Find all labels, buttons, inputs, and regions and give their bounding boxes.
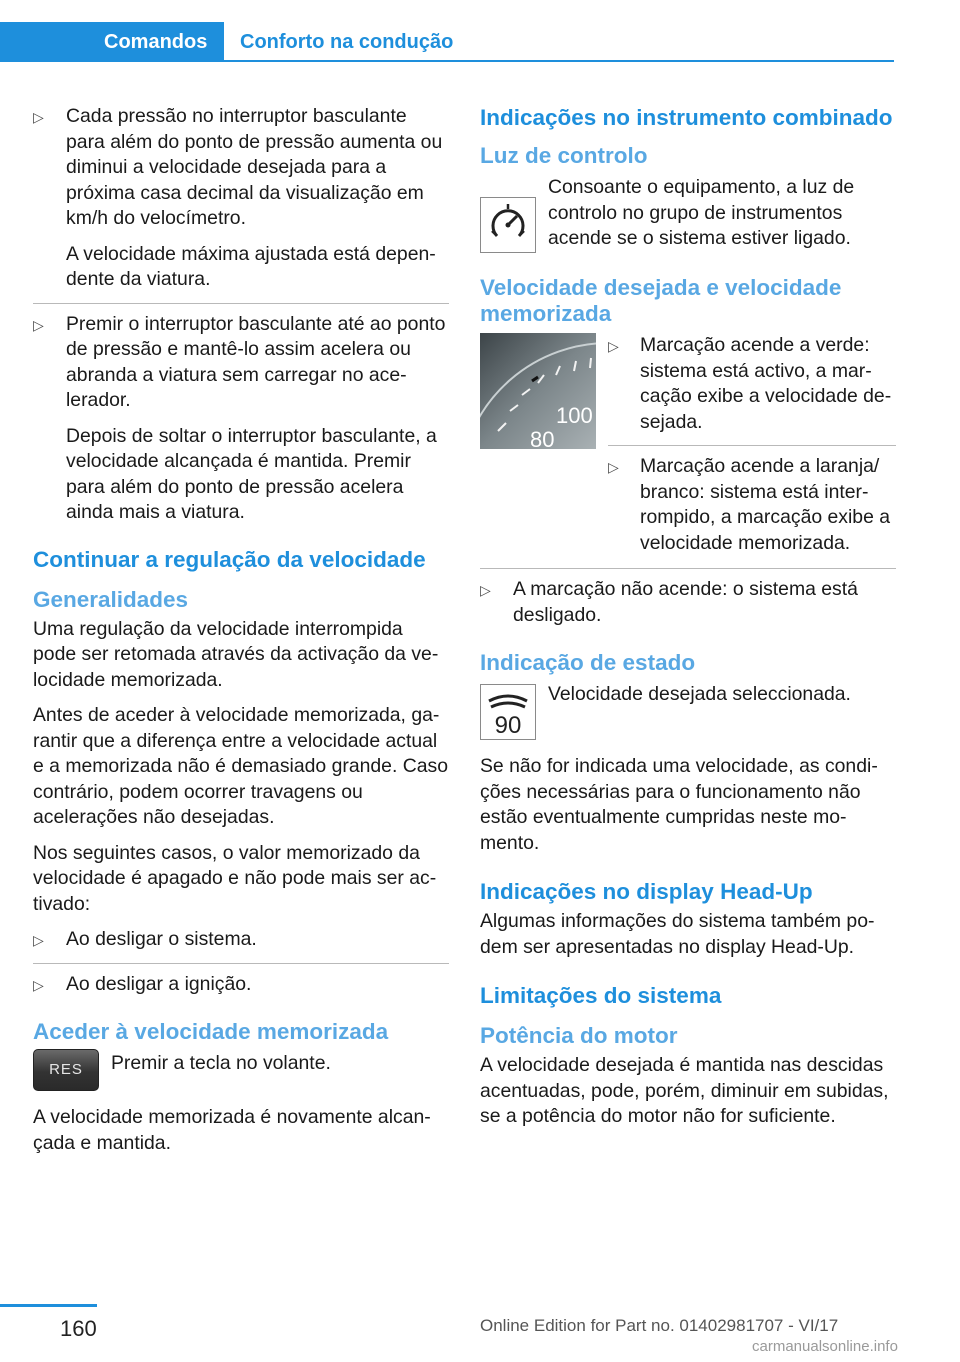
speed-marking-row: [480, 333, 896, 566]
page-number: 160: [60, 1316, 97, 1341]
left-column: [33, 104, 449, 1166]
triangle-bullet-icon: ▷: [33, 109, 44, 125]
header-divider: [224, 60, 894, 62]
paragraph: Nos seguintes casos, o valor memorizado da velocidade é apagado e não pode mais ser activado:: [33, 841, 437, 915]
subsection-heading: Velocidade desejada e velocidade memorizada: [480, 275, 842, 326]
tab-conforto-na-conducao[interactable]: Conforto na condução: [240, 31, 454, 53]
list-item: [33, 104, 449, 293]
instruction-text: Premir a tecla no volante.: [111, 1052, 331, 1074]
list-divider: [480, 568, 896, 569]
triangle-bullet-icon: ▷: [480, 582, 491, 598]
speedo-label-80: 80: [530, 427, 555, 449]
watermark: carmanualsonline.info: [752, 1338, 898, 1355]
edition-note: Online Edition for Part no. 01402981707 - VI/17: [480, 1316, 839, 1335]
desired-speed-value: 90: [494, 712, 522, 737]
section-heading: Indicações no instrumento combinado: [480, 105, 893, 130]
right-column: [480, 104, 896, 1140]
list-item: [608, 333, 896, 435]
footer-divider: [0, 1304, 97, 1307]
paragraph: Premir o interruptor basculante até ao ponto de pressão e mantê-lo assim acelera ou abranda a viatura sem carregar no acelerador.: [66, 312, 446, 411]
triangle-bullet-icon: ▷: [608, 338, 619, 354]
list-item: [33, 312, 449, 526]
speedo-label-100: 100: [556, 403, 593, 428]
section-heading: Indicações no display Head-Up: [480, 879, 813, 904]
list-item: [608, 454, 896, 556]
subsection-heading: Aceder à velocidade memorizada: [33, 1019, 389, 1044]
cruise-control-light-icon: [480, 197, 536, 253]
paragraph: A velocidade memorizada é novamente alcançada e mantida.: [33, 1106, 431, 1154]
list-divider: [33, 303, 449, 304]
list-divider: [33, 963, 449, 964]
triangle-bullet-icon: ▷: [33, 932, 44, 948]
marking-list: [596, 333, 896, 566]
paragraph: Ao desligar a ignição.: [66, 972, 252, 995]
list-item: [480, 577, 896, 628]
section-heading: Continuar a regulação da velocidade: [33, 546, 426, 572]
list-item: [33, 972, 449, 998]
status-description: Velocidade desejada seleccionada.: [548, 683, 851, 705]
section-heading: Limitações do sistema: [480, 983, 722, 1008]
paragraph: Cada pressão no interruptor basculante para além do ponto de pressão aumenta ou diminui a velocidade desejada para a próxima casa decimal da visualização em km/h do velocímetro.: [66, 105, 443, 229]
paragraph: A marcação não acende: o sistema está desligado.: [513, 578, 858, 626]
subsection-heading: Potência do motor: [480, 1023, 678, 1048]
paragraph: Marcação acende a laranja/ branco: sistema está interrompido, a marcação exibe a velocidade memorizada.: [640, 455, 891, 554]
subsection-heading: Indicação de estado: [480, 650, 696, 675]
paragraph: Algumas informações do sistema também podem ser apresentadas no display Head-Up.: [480, 910, 875, 958]
paragraph: Uma regulação da velocidade interrompida pode ser retomada através da activação da velocidade memorizada.: [33, 617, 439, 691]
res-button-icon: RES: [33, 1049, 99, 1091]
speedometer-image: [480, 333, 596, 449]
paragraph: Se não for indicada uma velocidade, as condições necessárias para o funcionamento não estão eventualmente cumpridas neste momento.: [480, 755, 878, 854]
control-light-row: [480, 173, 896, 253]
paragraph: Ao desligar o sistema.: [66, 928, 257, 950]
triangle-bullet-icon: ▷: [33, 316, 44, 333]
subsection-heading: Luz de controlo: [480, 143, 648, 168]
paragraph: A velocidade desejada é mantida nas descidas acentuadas, pode, porém, diminuir em subidas, se a potência do motor não for suficiente.: [480, 1054, 889, 1127]
page-header: [0, 0, 960, 62]
list-divider: [608, 445, 896, 446]
status-indicator-row: [480, 680, 896, 740]
res-instruction: [33, 1049, 449, 1091]
tab-comandos[interactable]: Comandos: [0, 22, 224, 62]
desired-speed-icon: [480, 684, 536, 740]
paragraph: Marcação acende a verde: sistema está activo, a marcação exibe a velocidade desejada.: [640, 334, 892, 433]
paragraph: A velocidade máxima ajustada está dependente da viatura.: [66, 242, 436, 290]
paragraph: Antes de aceder à velocidade memorizada, garantir que a diferença entre a velocidade actual e a memorizada não é demasiado grande. Caso contrário, podem ocorrer travagens ou acelerações não desejadas.: [33, 704, 448, 828]
triangle-bullet-icon: ▷: [608, 459, 619, 475]
list-item: [33, 927, 449, 953]
triangle-bullet-icon: ▷: [33, 976, 44, 993]
paragraph: Depois de soltar o interruptor basculante, a velocidade alcançada é mantida. Premir para além do ponto de pressão acelera ainda mais a viatura.: [66, 424, 437, 523]
light-description: Consoante o equipamento, a luz de controlo no grupo de instrumentos acende se o sistema estiver ligado.: [548, 176, 855, 249]
subsection-heading: Generalidades: [33, 586, 189, 612]
